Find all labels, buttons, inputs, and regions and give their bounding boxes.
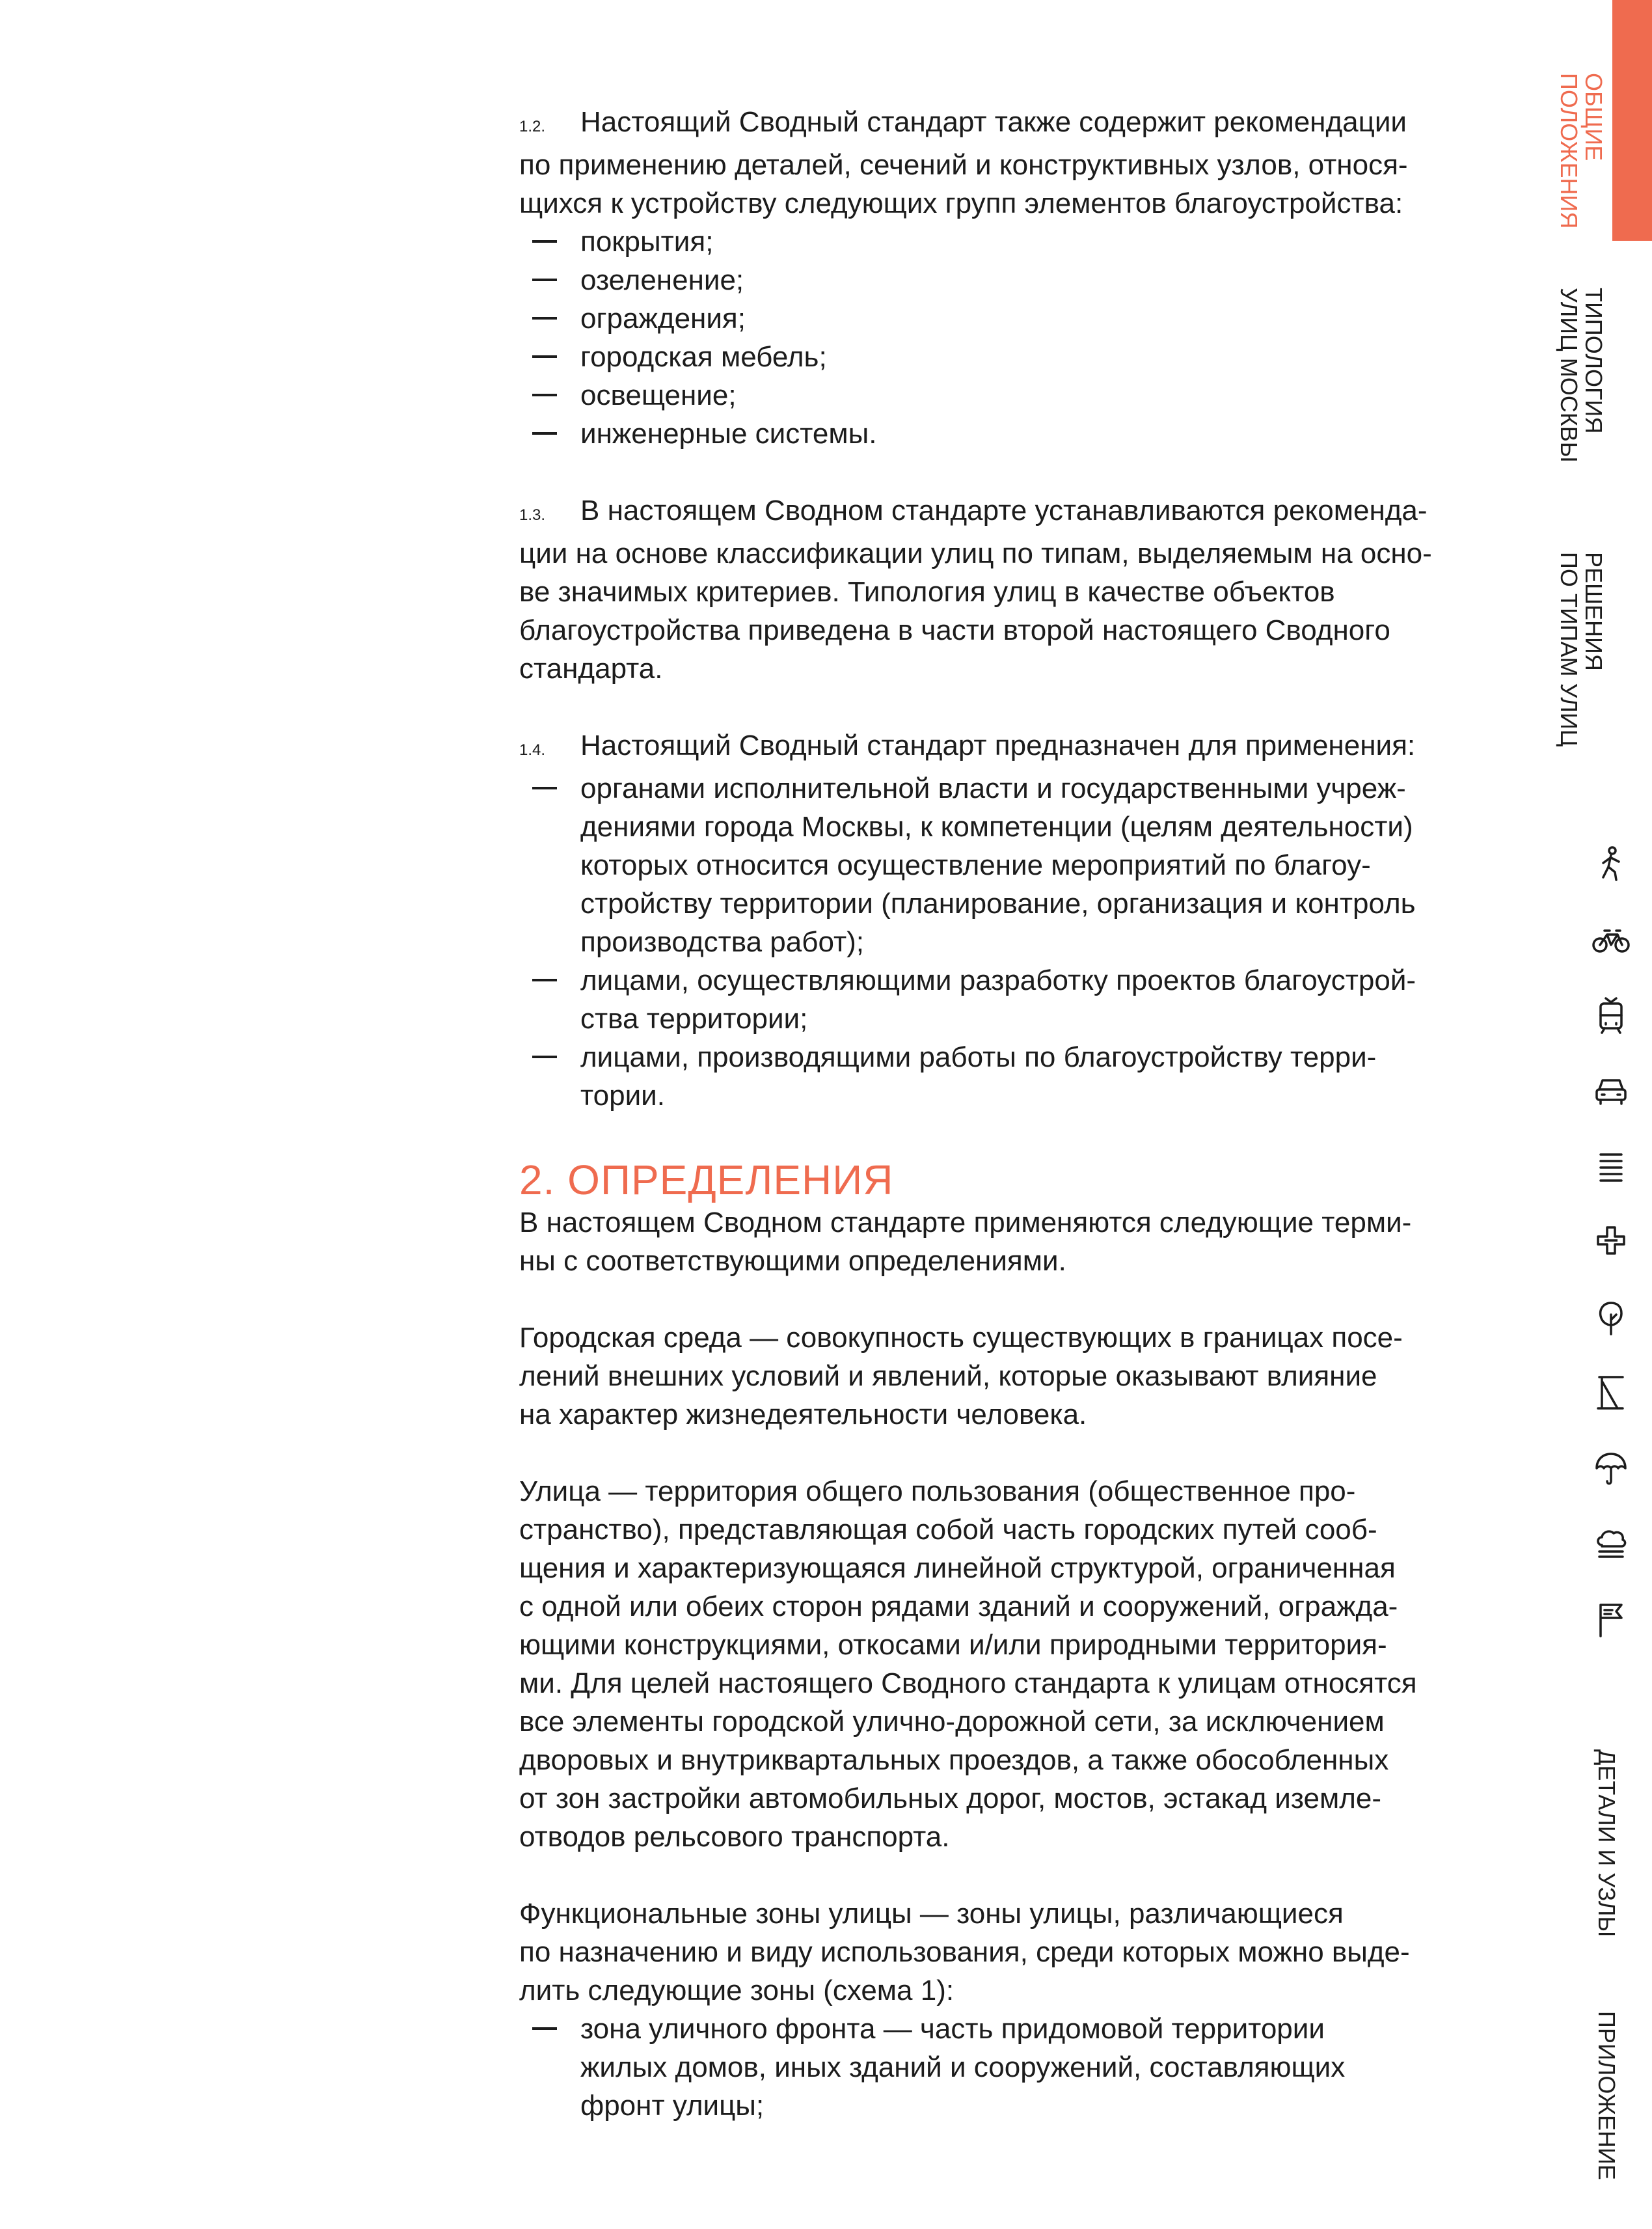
list-item: покрытия;: [519, 223, 1508, 261]
nav-appendix[interactable]: [1560, 2011, 1619, 2180]
clause-line: щихся к устройству следующих групп элементов благоустройства:: [519, 187, 1403, 219]
section-intro: [519, 1203, 1508, 1280]
users-list: [519, 769, 1508, 1115]
list-item-line: жилых домов, иных зданий и сооружений, составляющих: [580, 2051, 1346, 2083]
para-line: странство), представляющая собой часть городских путей сооб-: [519, 1514, 1377, 1546]
list-item: [519, 2010, 1508, 2125]
list-item-line: лицами, осуществляющими разработку проектов благоустрой-: [580, 964, 1416, 996]
list-item-line: ства территории;: [580, 1003, 808, 1035]
list-item-line: фронт улицы;: [580, 2090, 765, 2122]
tree-icon[interactable]: [1591, 1298, 1631, 1337]
para-line: Улица — территория общего пользования (общественное про-: [519, 1475, 1356, 1507]
para-line: Городская среда — совокупность существующих в границах посе-: [519, 1322, 1403, 1354]
para-line: на характер жизнедеятельности человека.: [519, 1399, 1087, 1430]
list-item: инженерные системы.: [519, 415, 1508, 453]
nav-label-line: УЛИЦ МОСКВЫ: [1556, 288, 1582, 463]
paving-icon[interactable]: [1591, 1147, 1631, 1186]
tram-icon[interactable]: [1591, 996, 1631, 1035]
nav-label-line: ПОЛОЖЕНИЯ: [1556, 73, 1582, 229]
clause-line: [519, 726, 1508, 769]
clause-line: ве значимых критериев. Типология улиц в качестве объектов: [519, 576, 1335, 608]
list-item: [519, 1038, 1508, 1115]
clause-line: [519, 491, 1508, 534]
list-item-line: которых относится осуществление мероприятий по благоу-: [580, 849, 1371, 881]
list-item-line: тории.: [580, 1080, 665, 1112]
pedestrian-icon[interactable]: [1591, 845, 1631, 884]
list-item: ограждения;: [519, 299, 1508, 338]
definition-street: [519, 1472, 1508, 1856]
list-item-line: стройству территории (планирование, организация и контроль: [580, 888, 1416, 920]
para-line: Функциональные зоны улицы — зоны улицы, различающиеся: [519, 1898, 1344, 1930]
flag-icon[interactable]: [1591, 1600, 1631, 1639]
umbrella-icon[interactable]: [1591, 1449, 1631, 1488]
clause-number: 1.2.: [519, 118, 546, 135]
para-line: лений внешних условий и явлений, которые оказывают влияние: [519, 1360, 1377, 1392]
list-item: озеленение;: [519, 261, 1508, 299]
clause-number: 1.3.: [519, 506, 546, 524]
definition-urban-environment: [519, 1319, 1508, 1434]
lamp-icon[interactable]: [1591, 1373, 1631, 1412]
para-line: щения и характеризующаяся линейной структурой, ограниченная: [519, 1552, 1396, 1584]
definition-functional-zones: [519, 1894, 1508, 2010]
clause-line: стандарта.: [519, 653, 663, 685]
clause-line: по применению деталей, сечений и конструктивных узлов, относя-: [519, 149, 1408, 181]
nav-label-line: ПРИЛОЖЕНИЕ: [1593, 2011, 1620, 2180]
nav-label-line: ТИПОЛОГИЯ: [1580, 288, 1607, 434]
cross-icon[interactable]: [1591, 1222, 1631, 1261]
list-item: городская мебель;: [519, 338, 1508, 376]
para-line: с одной или обеих сторон рядами зданий и сооружений, огражда-: [519, 1591, 1398, 1622]
clause-line: [519, 103, 1508, 146]
clause-line: благоустройства приведена в части второй настоящего Сводного: [519, 614, 1390, 646]
para-line: лить следующие зоны (схема 1):: [519, 1975, 955, 2006]
para-line: ны с соответствующими определениями.: [519, 1245, 1066, 1277]
para-line: все элементы городской улично-дорожной сети, за исключением: [519, 1706, 1385, 1738]
list-item-line: лицами, производящими работы по благоустройству терри-: [580, 1041, 1377, 1073]
list-item: освещение;: [519, 376, 1508, 415]
list-item-line: дениями города Москвы, к компетенции (целям деятельности): [580, 811, 1413, 843]
para-line: дворовых и внутриквартальных проездов, а также обособленных: [519, 1744, 1389, 1776]
main-content: [519, 103, 1508, 2125]
car-icon[interactable]: [1591, 1071, 1631, 1110]
elements-list: [519, 223, 1508, 453]
clause-1-4: [519, 726, 1508, 1115]
nav-label-line: РЕШЕНИЯ: [1580, 552, 1607, 671]
nav-label-line: ПО ТИПАМ УЛИЦ: [1556, 552, 1582, 747]
list-item-line: зона уличного фронта — часть придомовой территории: [580, 2013, 1325, 2045]
nav-label-line: ДЕТАЛИ И УЗЛЫ: [1593, 1749, 1620, 1937]
list-item-line: производства работ);: [580, 926, 864, 958]
para-line: от зон застройки автомобильных дорог, мостов, эстакад иземле-: [519, 1783, 1382, 1814]
clause-text: Настоящий Сводный стандарт предназначен для применения:: [580, 730, 1416, 761]
clause-number: 1.4.: [519, 741, 546, 759]
clause-1-2: [519, 103, 1508, 453]
clause-text: В настоящем Сводном стандарте устанавливаются рекоменда-: [580, 495, 1428, 526]
zones-list: [519, 2010, 1508, 2125]
list-item: [519, 961, 1508, 1038]
nav-solutions-by-type[interactable]: [1547, 552, 1606, 746]
para-line: В настоящем Сводном стандарте применяются следующие терми-: [519, 1207, 1412, 1238]
para-line: отводов рельсового транспорта.: [519, 1821, 950, 1853]
nav-street-typology[interactable]: [1547, 288, 1606, 463]
list-item-line: органами исполнительной власти и государственными учреж-: [580, 773, 1406, 804]
para-line: по назначению и виду использования, среди которых можно выде-: [519, 1936, 1410, 1968]
clause-text: Настоящий Сводный стандарт также содержит рекомендации: [580, 106, 1407, 138]
rain-cloud-icon[interactable]: [1591, 1524, 1631, 1563]
clause-1-3: [519, 491, 1508, 688]
nav-general-provisions[interactable]: [1547, 73, 1606, 228]
clause-line: ции на основе классификации улиц по типам, выделяемым на осно-: [519, 538, 1432, 569]
list-item: [519, 769, 1508, 961]
para-line: ми. Для целей настоящего Сводного стандарта к улицам относятся: [519, 1667, 1417, 1699]
nav-label-line: ОБЩИЕ: [1580, 73, 1607, 161]
para-line: ющими конструкциями, откосами и/или природными территория-: [519, 1629, 1387, 1661]
bicycle-icon[interactable]: [1591, 920, 1631, 959]
nav-details-and-nodes[interactable]: [1560, 1749, 1619, 1937]
nav-active-indicator: [1612, 0, 1652, 241]
section-title: 2. ОПРЕДЕЛЕНИЯ: [519, 1156, 894, 1203]
